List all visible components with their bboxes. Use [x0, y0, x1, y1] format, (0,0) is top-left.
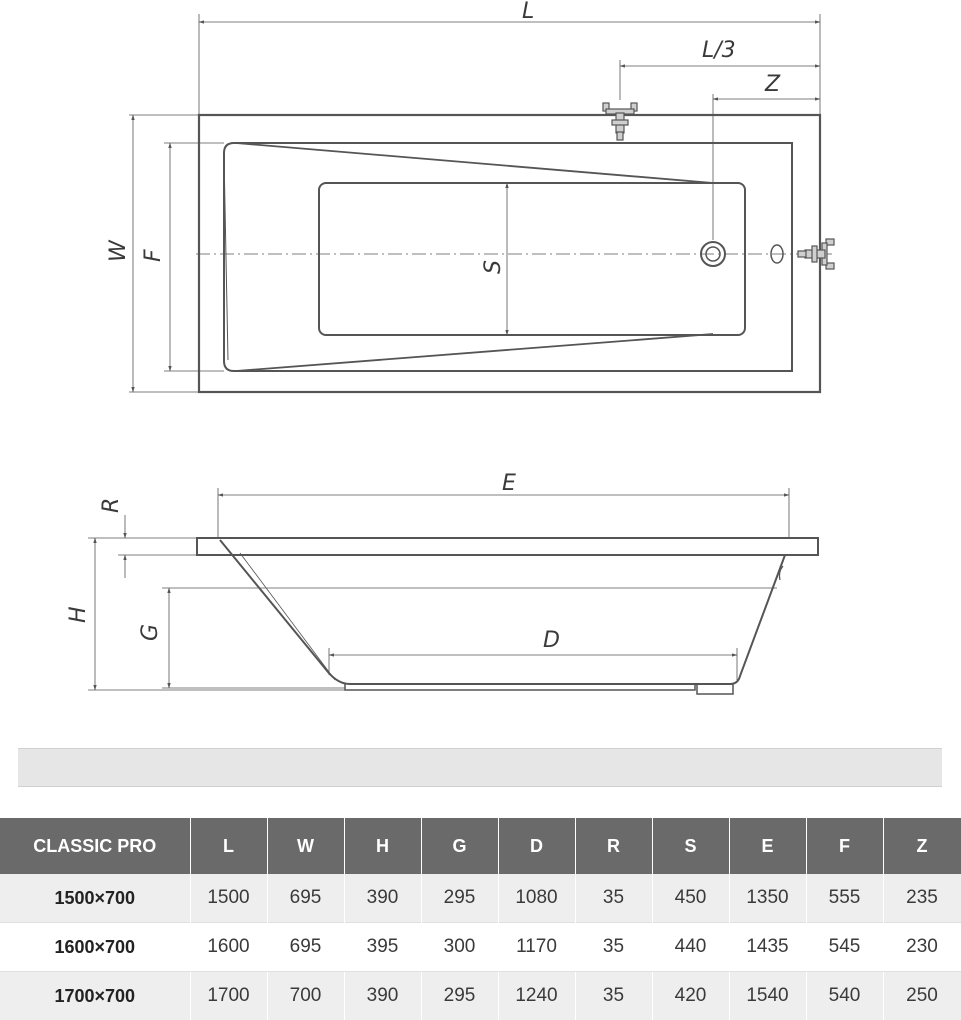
table-header-row	[0, 818, 961, 874]
table-row	[0, 972, 961, 1020]
table-cell: 540	[806, 972, 883, 1020]
table-cell: 450	[652, 874, 729, 923]
table-cell: 700	[267, 972, 344, 1020]
table-cell: 545	[806, 923, 883, 972]
table-cell: 555	[806, 874, 883, 923]
label-R: R	[99, 497, 124, 513]
table-cell: 1170	[498, 923, 575, 972]
header-R: R	[575, 818, 652, 874]
table-cell: 295	[421, 972, 498, 1020]
table-cell: 1700	[190, 972, 267, 1020]
dimensions-table	[0, 818, 961, 1020]
label-G: G	[138, 623, 163, 641]
table-cell: 35	[575, 972, 652, 1020]
tub-side-body	[220, 540, 785, 684]
side-view	[88, 488, 818, 694]
header-Z: Z	[883, 818, 961, 874]
label-L3: L/3	[702, 38, 736, 63]
tub-side-rim	[197, 538, 818, 555]
header-L: L	[190, 818, 267, 874]
table-cell: 35	[575, 874, 652, 923]
table-row	[0, 874, 961, 923]
header-W: W	[267, 818, 344, 874]
header-E: E	[729, 818, 806, 874]
table-cell: 35	[575, 923, 652, 972]
table-cell: 300	[421, 923, 498, 972]
table-cell: 230	[883, 923, 961, 972]
table-cell: 695	[267, 923, 344, 972]
table-cell: 235	[883, 874, 961, 923]
table-cell: 1500	[190, 874, 267, 923]
table-cell: 420	[652, 972, 729, 1020]
label-F: F	[141, 249, 166, 262]
table-row	[0, 923, 961, 972]
faucet-top-icon	[603, 103, 637, 140]
model-cell: 1500×700	[0, 874, 190, 923]
table-cell: 1540	[729, 972, 806, 1020]
table-cell: 390	[344, 972, 421, 1020]
header-S: S	[652, 818, 729, 874]
model-cell: 1600×700	[0, 923, 190, 972]
table-cell: 1240	[498, 972, 575, 1020]
label-D: D	[543, 628, 560, 653]
label-L: L	[522, 0, 535, 24]
table-cell: 440	[652, 923, 729, 972]
table-cell: 1435	[729, 923, 806, 972]
label-E: E	[502, 471, 516, 496]
header-H: H	[344, 818, 421, 874]
table-cell: 1080	[498, 874, 575, 923]
tub-floor	[319, 183, 745, 335]
header-model: CLASSIC PRO	[0, 818, 190, 874]
separator-band	[18, 748, 942, 787]
table-cell: 250	[883, 972, 961, 1020]
table-cell: 695	[267, 874, 344, 923]
table-cell: 390	[344, 874, 421, 923]
table-cell: 395	[344, 923, 421, 972]
label-W: W	[106, 240, 131, 262]
header-F: F	[806, 818, 883, 874]
label-S: S	[481, 260, 506, 274]
table-cell: 1350	[729, 874, 806, 923]
top-view	[129, 14, 832, 392]
table-cell: 1600	[190, 923, 267, 972]
model-cell: 1700×700	[0, 972, 190, 1020]
header-D: D	[498, 818, 575, 874]
label-H: H	[66, 606, 91, 623]
header-G: G	[421, 818, 498, 874]
table-cell: 295	[421, 874, 498, 923]
label-Z: Z	[765, 72, 781, 97]
